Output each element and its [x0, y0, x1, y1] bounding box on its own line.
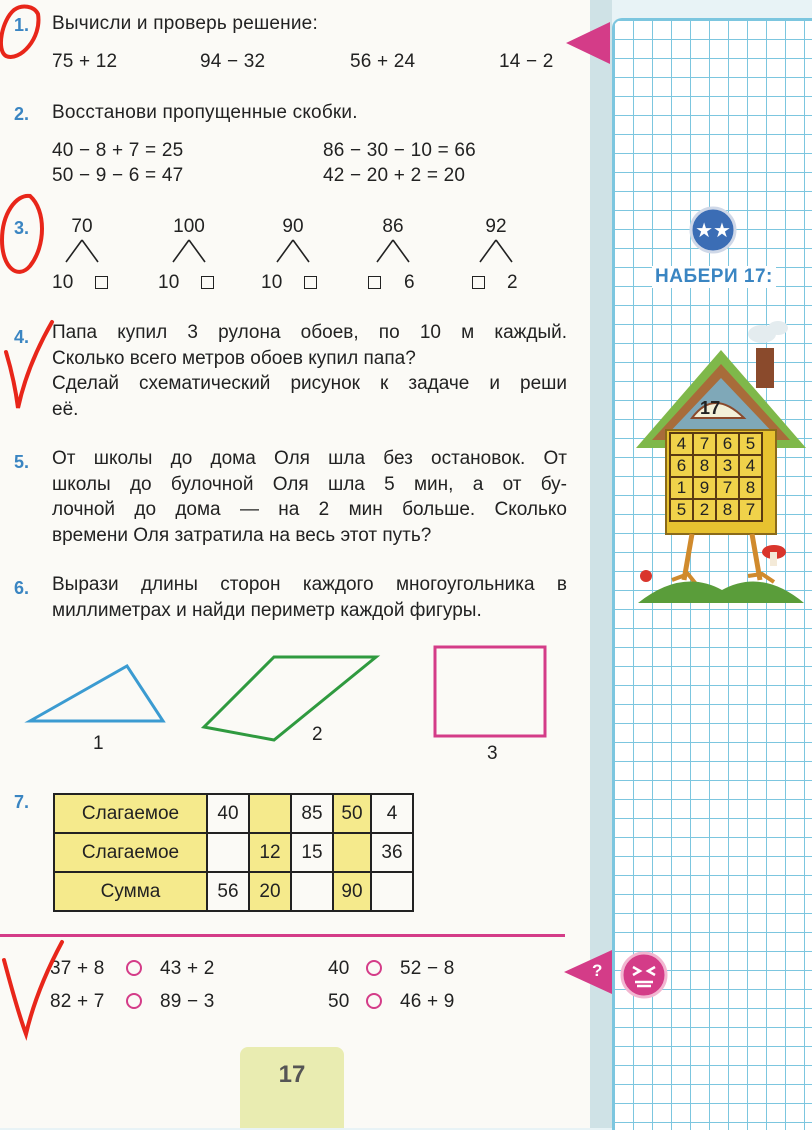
task-1-expr-2: 94 − 32: [200, 51, 266, 72]
tree-3-empty-box: [304, 272, 317, 294]
task-1-title: Вычисли и проверь решение:: [52, 13, 318, 34]
section-divider: [0, 934, 565, 937]
square-cell: 7: [716, 477, 739, 499]
face-icon: [618, 950, 670, 1000]
svg-text:★★: ★★: [695, 218, 731, 242]
square-figure: [435, 647, 545, 736]
page-number-tab: [240, 1047, 344, 1128]
square-cell: 2: [693, 499, 716, 521]
task-2-right-eq-1: 86 − 30 − 10 = 66: [323, 140, 476, 161]
tree-1-top: 70: [71, 216, 93, 237]
square-cell: 3: [716, 455, 739, 477]
square-cell: 5: [739, 433, 762, 455]
compare-circle: [366, 957, 382, 979]
row-label: Слагаемое: [54, 833, 207, 872]
square-cell: 5: [670, 499, 693, 521]
tree-5-top: 92: [485, 216, 507, 237]
table-row: [54, 872, 413, 911]
task-4-line-3: Сделай схематический рисунок к задаче и реши: [52, 373, 567, 394]
compare-circle: [126, 957, 142, 979]
tree-2-top: 100: [173, 216, 205, 237]
task-4-text: [52, 320, 567, 422]
page-number: 17: [278, 1061, 306, 1088]
parallelogram-figure: [204, 657, 376, 740]
row-label: Сумма: [54, 872, 207, 911]
figure-2-label: 2: [312, 724, 323, 745]
tree-3-left: 10: [261, 272, 283, 293]
square-cell: 1: [670, 477, 693, 499]
task-1-expr-1: 75 + 12: [52, 51, 118, 72]
task-6-text: [52, 572, 567, 623]
task-2-right-eq-2: 42 − 20 + 2 = 20: [323, 165, 466, 186]
compare-circle: [126, 990, 142, 1012]
task-2-title: Восстанови пропущенные скобки.: [52, 102, 358, 123]
tree-3-top: 90: [282, 216, 304, 237]
task-2-left-eq-2: 50 − 9 − 6 = 47: [52, 165, 184, 186]
table-cell: 40: [207, 794, 249, 833]
tree-1-empty-box: [95, 272, 108, 294]
table-cell: [291, 872, 333, 911]
table-cell: [207, 833, 249, 872]
table-cell: 15: [291, 833, 333, 872]
task-6-line-1: Вырази длины сторон каждого многоугольника в: [52, 574, 567, 595]
square-cell: 6: [716, 433, 739, 455]
table-cell: 56: [207, 872, 249, 911]
table-cell: [249, 794, 291, 833]
task-3-tree-lines: [0, 0, 590, 300]
question-arrow-marker: [562, 946, 614, 998]
compare-left-1-b: 43 + 2: [160, 958, 215, 979]
task-6-number: 6.: [14, 578, 30, 598]
tree-2-left: 10: [158, 272, 180, 293]
question-mark: ?: [592, 961, 603, 980]
table-cell: 85: [291, 794, 333, 833]
table-cell: 4: [371, 794, 413, 833]
compare-right-2-a: 50: [328, 991, 350, 1012]
task-6-polygons: [0, 630, 590, 770]
table-cell: 50: [333, 794, 371, 833]
compare-left-2-b: 89 − 3: [160, 991, 215, 1012]
table-cell: 90: [333, 872, 371, 911]
square-cell: 7: [739, 499, 762, 521]
task-4-line-1: Папа купил 3 рулона обоев, по 10 м каждый.: [52, 322, 567, 343]
stars-badge-icon: [689, 206, 737, 254]
task-1-expr-3: 56 + 24: [350, 51, 416, 72]
square-cell: 4: [739, 455, 762, 477]
compare-right-1-b: 52 − 8: [400, 958, 455, 979]
tree-5-right: 2: [507, 272, 518, 293]
task-7-number: 7.: [14, 792, 30, 812]
compare-circle: [366, 990, 382, 1012]
row-label: Слагаемое: [54, 794, 207, 833]
square-cell: 8: [693, 455, 716, 477]
task-4-line-2: Сколько всего метров обоев купил папа?: [52, 347, 416, 369]
tree-1-left: 10: [52, 272, 74, 293]
tree-5-empty-box: [472, 272, 485, 294]
table-cell: 20: [249, 872, 291, 911]
table-cell: [371, 872, 413, 911]
tree-4-top: 86: [382, 216, 404, 237]
task-2-number: 2.: [14, 104, 30, 124]
task-5-text: [52, 446, 567, 548]
table-row: [54, 833, 413, 872]
tree-2-empty-box: [201, 272, 214, 294]
tree-4-empty-box: [368, 272, 381, 294]
task-1-expr-4: 14 − 2: [499, 51, 554, 72]
table-row: [54, 794, 413, 833]
addition-table: [53, 793, 414, 912]
task-5-line-3: лочной до дома — на 2 мин больше. Сколько: [52, 499, 567, 520]
sidebar-title: НАБЕРИ 17:: [652, 266, 776, 288]
task-1-number: 1.: [14, 15, 30, 35]
figure-1-label: 1: [93, 733, 104, 754]
task-5-line-1: От школы до дома Оля шла без остановок. От: [52, 448, 567, 469]
square-cell: 9: [693, 477, 716, 499]
table-cell: 36: [371, 833, 413, 872]
figure-3-label: 3: [487, 743, 498, 764]
square-cell: 4: [670, 433, 693, 455]
task-4-number: 4.: [14, 327, 30, 347]
task-5-line-2: школы до булочной Оля шла 5 мин, а от бу-: [52, 473, 567, 495]
table-cell: [333, 833, 371, 872]
triangle-figure: [30, 666, 163, 721]
square-cell: 8: [716, 499, 739, 521]
magic-square: [669, 432, 763, 522]
pink-arrow-marker: [564, 20, 612, 68]
compare-right-1-a: 40: [328, 958, 350, 979]
square-cell: 8: [739, 477, 762, 499]
compare-left-2-a: 82 + 7: [50, 991, 105, 1012]
task-5-line-4: времени Оля затратила на весь этот путь?: [52, 524, 432, 546]
compare-left-1-a: 37 + 8: [50, 958, 105, 979]
house-number: 17: [700, 398, 721, 418]
task-3-number: 3.: [14, 218, 30, 238]
task-4-line-4: её.: [52, 398, 79, 420]
compare-right-2-b: 46 + 9: [400, 991, 455, 1012]
task-2-left-eq-1: 40 − 8 + 7 = 25: [52, 140, 184, 161]
task-6-line-2: миллиметрах и найди периметр каждой фигуры.: [52, 599, 482, 621]
square-cell: 7: [693, 433, 716, 455]
table-cell: 12: [249, 833, 291, 872]
tree-4-right: 6: [404, 272, 415, 293]
square-cell: 6: [670, 455, 693, 477]
task-5-number: 5.: [14, 452, 30, 472]
